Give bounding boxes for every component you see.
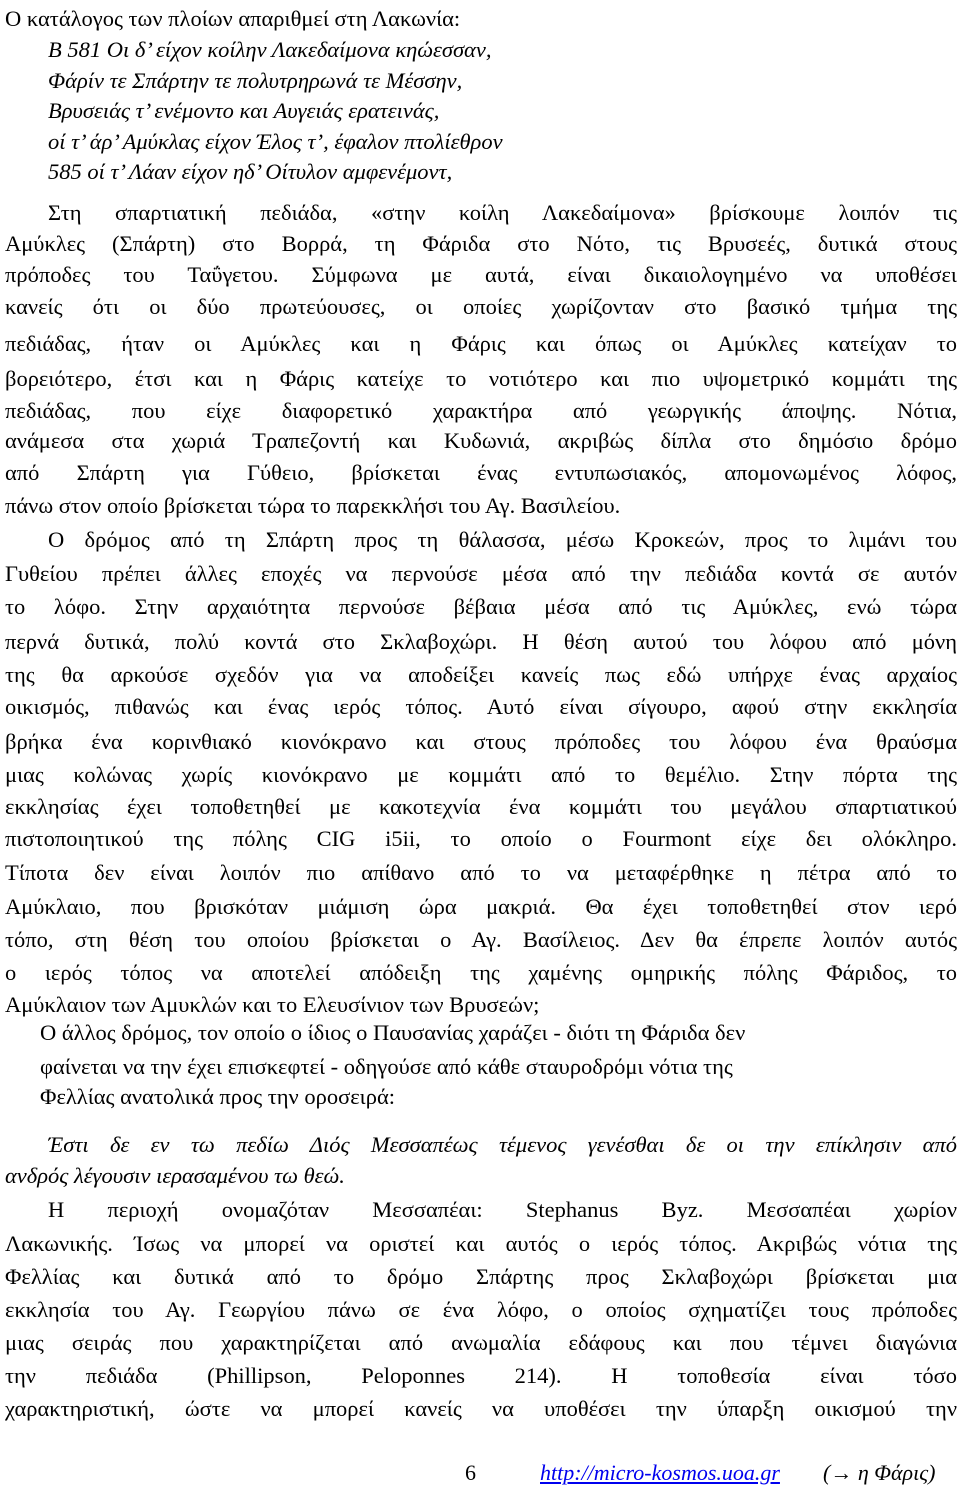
body-line: Τίποτα δεν είναι λοιπόν πιο απίθανο από το να μεταφέρθηκε η πέτρα από το	[5, 860, 957, 885]
footer-link[interactable]: http://micro-kosmos.uoa.gr	[540, 1460, 780, 1485]
body-line: ανάμεσα στα χωριά Τραπεζοντή και Κυδωνιά, ακριβώς δίπλα στο δημόσιο δρόμο	[5, 428, 957, 453]
body-line: Φελλίας ανατολικά προς την οροσειρά:	[40, 1084, 395, 1109]
body-line: από Σπάρτη για Γύθειο, βρίσκεται ένας εντυπωσιακός, απομονωμένος λόφος,	[5, 460, 957, 485]
body-line: Αμύκλαιο, που βρισκόταν μιάμιση ώρα μακριά. Θα έχει τοποθετηθεί στον ιερό	[5, 894, 957, 919]
page-number: 6	[465, 1460, 476, 1485]
body-line: πεδιάδας, που είχε διαφορετικό χαρακτήρα από γεωργικής άποψης. Νότια,	[5, 398, 957, 423]
body-line: πρόποδες του Ταΰγετου. Σύμφωνα με αυτά, είναι δικαιολογημένο να υποθέσει	[5, 262, 957, 287]
page-footer	[0, 1458, 960, 1488]
body-line: μιας σειράς που χαρακτηρίζεται από ανωμαλία εδάφους και που τέμνει διαγώνια	[5, 1330, 957, 1355]
body-line: το λόφο. Στην αρχαιότητα περνούσε βέβαια μέσα από τις Αμύκλες, ενώ τώρα	[5, 594, 957, 619]
body-line: χαρακτηριστική, ώστε να μπορεί κανείς να υποθέσει την ύπαρξη οικισμού την	[5, 1396, 957, 1421]
footer-reference: (→ η Φάρις)	[823, 1460, 936, 1485]
body-line: οικισμός, πιθανώς και ένας ιερός τόπος. Αυτό είναι σίγουρο, αφού στην εκκλησία	[5, 694, 957, 719]
body-line: εκκλησίας έχει τοποθετηθεί με κακοτεχνία ένα κομμάτι του μεγάλου σπαρτιατικού	[5, 794, 957, 819]
body-line: κανείς ότι οι δύο πρωτεύουσες, οι οποίες χωρίζονταν στο βασικό τμήμα της	[5, 294, 957, 319]
body-line: φαίνεται να την έχει επισκεφτεί - οδηγούσε από κάθε σταυροδρόμι νότια της	[40, 1054, 733, 1079]
body-line: εκκλησία του Αγ. Γεωργίου πάνω σε ένα λόφο, ο οποίος σχηματίζει τους πρόποδες	[5, 1297, 957, 1322]
poem-line: 585 οί τ’ Λάαν είχον ηδ’ Οίτυλον αμφενέμοντ,	[48, 159, 453, 184]
body-line: πάνω στον οποίο βρίσκεται τώρα το παρεκκλήσι του Αγ. Βασιλείου.	[5, 493, 621, 518]
body-line: ο ιερός τόπος να αποτελεί απόδειξη της χαμένης ομηρικής πόλης Φάριδος, το	[5, 960, 957, 985]
body-line: βρήκα ένα κορινθιακό κιονόκρανο και στους πρόποδες του λόφου ένα θραύσμα	[5, 729, 957, 754]
body-line: Ο δρόμος από τη Σπάρτη προς τη θάλασσα, μέσω Κροκεών, προς το λιμάνι του	[48, 527, 957, 552]
intro-line: Ο κατάλογος των πλοίων απαριθμεί στη Λακωνία:	[5, 6, 461, 31]
body-line: Λακωνικής. Ίσως να μπορεί να οριστεί και αυτός ο ιερός τόπος. Ακριβώς νότια της	[5, 1231, 957, 1256]
body-line: Ο άλλος δρόμος, τον οποίο ο ίδιος ο Παυσανίας χαράζει - διότι τη Φάριδα δεν	[40, 1020, 746, 1045]
body-line: Γυθείου πρέπει άλλες εποχές να περνούσε μέσα από την πεδιάδα κοντά σε αυτόν	[5, 561, 957, 586]
body-line: Αμύκλες (Σπάρτη) στο Βορρά, τη Φάριδα στο Νότο, τις Βρυσεές, δυτικά στους	[5, 231, 957, 256]
body-line: Η περιοχή ονομαζόταν Μεσσαπέαι: Stephanus Byz. Μεσσαπέαι χωρίον	[48, 1197, 957, 1222]
poem-line: Φάρίν τε Σπάρτην τε πολυτρηρωνά τε Μέσσην,	[48, 68, 463, 93]
body-line: περνά δυτικά, πολύ κοντά στο Σκλαβοχώρι. Η θέση αυτού του λόφου από μόνη	[5, 629, 957, 654]
quote-line: ανδρός λέγουσιν ιερασαμένου τω θεώ.	[5, 1163, 345, 1188]
body-line: της θα αρκούσε σχεδόν για να αποδείξει κανείς πως εδώ υπήρχε ένας αρχαίος	[5, 662, 957, 687]
quote-line: Έστι δε εν τω πεδίω Διός Μεσσαπέως τέμενος γενέσθαι δε οι την επίκλησιν από	[48, 1132, 957, 1157]
poem-line: Βρυσειάς τ’ ενέμοντο και Αυγειάς ερατεινάς,	[48, 98, 440, 123]
body-line: Αμύκλαιον των Αμυκλών και το Ελευσίνιον των Βρυσεών;	[5, 992, 540, 1017]
body-line: την πεδιάδα (Phillipson, Peloponnes 214). Η τοποθεσία είναι τόσο	[5, 1363, 957, 1388]
body-line: μιας κολώνας χωρίς κιονόκρανο με κομμάτι από το θεμέλιο. Στην πόρτα της	[5, 762, 957, 787]
poem-line: Β 581 Οι δ’ είχον κοίλην Λακεδαίμονα κηώεσσαν,	[48, 37, 492, 62]
poem-line: οί τ’ άρ’ Αμύκλας είχον Έλος τ’, έφαλον πτολίεθρον	[48, 129, 503, 154]
body-line: Φελλίας και δυτικά από το δρόμο Σπάρτης προς Σκλαβοχώρι βρίσκεται μια	[5, 1264, 957, 1289]
body-line: Στη σπαρτιατική πεδιάδα, «στην κοίλη Λακεδαίμονα» βρίσκουμε λοιπόν τις	[48, 200, 957, 225]
body-line: τόπο, στη θέση του οποίου βρίσκεται ο Αγ. Βασίλειος. Δεν θα έπρεπε λοιπόν αυτός	[5, 927, 957, 952]
body-line: πεδιάδας, ήταν οι Αμύκλες και η Φάρις και όπως οι Αμύκλες κατείχαν το	[5, 331, 957, 356]
body-line: βορειότερο, έτσι και η Φάρις κατείχε το νοτιότερο και πιο υψομετρικό κομμάτι της	[5, 366, 957, 391]
body-line: πιστοποιητικού της πόλης CIG i5ii, το οποίο ο Fourmont είχε δει ολόκληρο.	[5, 826, 957, 851]
